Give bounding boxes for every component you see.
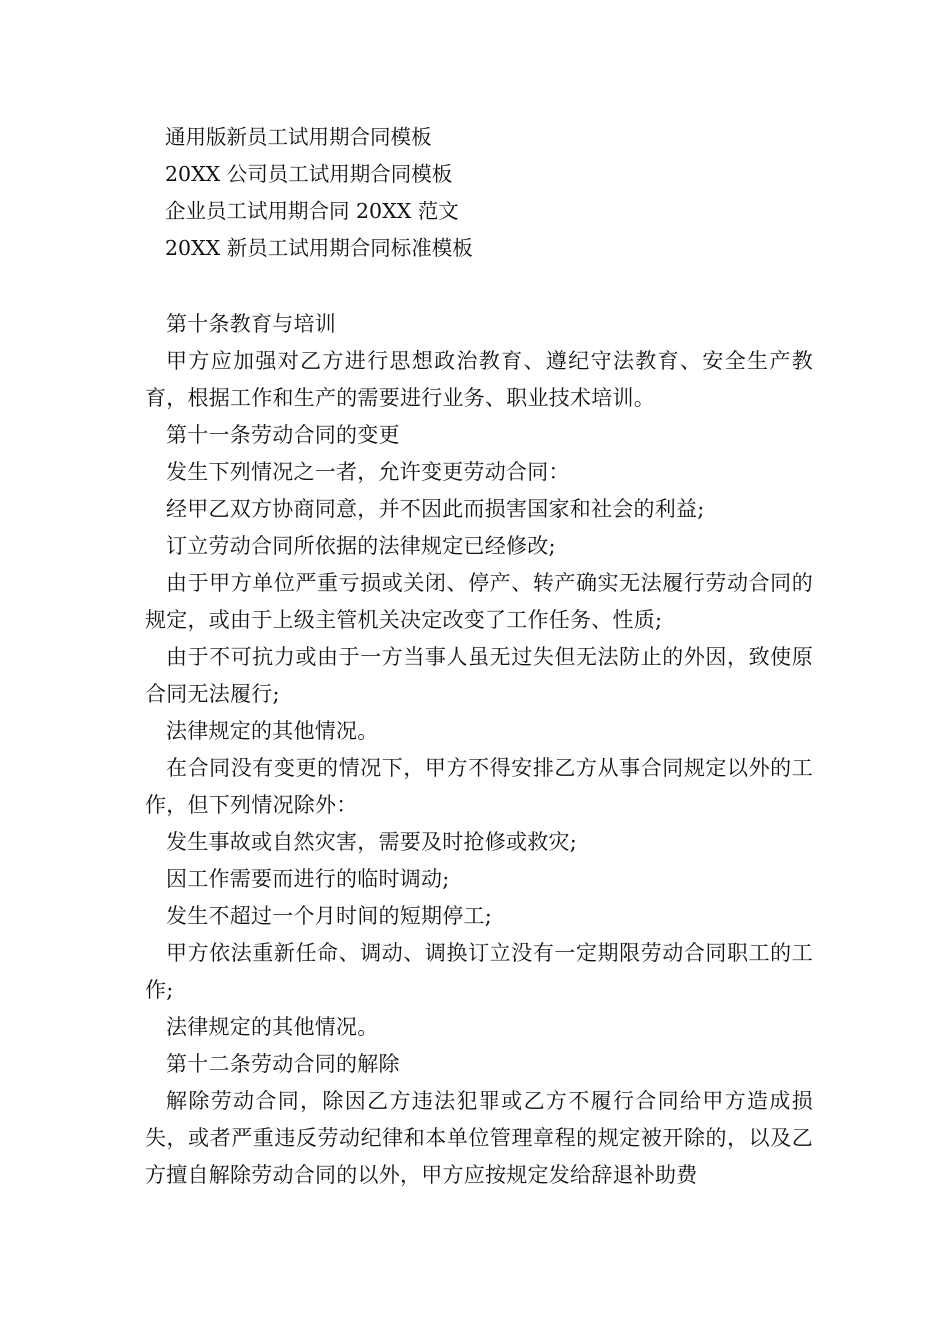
paragraph: 解除劳动合同，除因乙方违法犯罪或乙方不履行合同给甲方造成损失，或者严重违反劳动纪律和本单位管理章程的规定被开除的，以及乙方擅自解除劳动合同的以外，甲方应按规定发给辞退补助费: [145, 1089, 813, 1187]
paragraph: 法律规定的其他情况。: [166, 1015, 379, 1039]
paragraph: 甲方依法重新任命、调动、调换订立没有一定期限劳动合同职工的工作;: [145, 941, 813, 1002]
related-link-1[interactable]: 通用版新员工试用期合同模板: [165, 125, 432, 149]
paragraph: 法律规定的其他情况。: [166, 719, 379, 743]
paragraph: 由于不可抗力或由于一方当事人虽无过失但无法防止的外因，致使原合同无法履行;: [145, 645, 813, 706]
paragraph: 订立劳动合同所依据的法律规定已经修改;: [166, 534, 556, 558]
paragraph: 在合同没有变更的情况下，甲方不得安排乙方从事合同规定以外的工作，但下列情况除外：: [145, 756, 813, 817]
paragraph: 发生下列情况之一者，允许变更劳动合同：: [166, 460, 570, 484]
related-links: [165, 119, 825, 267]
related-link-4[interactable]: 20XX 新员工试用期合同标准模板: [165, 236, 473, 260]
document-body: [145, 306, 813, 1194]
related-link-3[interactable]: 企业员工试用期合同 20XX 范文: [165, 199, 459, 223]
related-link-2[interactable]: 20XX 公司员工试用期合同模板: [165, 162, 453, 186]
section-heading-10: 第十条教育与培训: [166, 312, 336, 336]
paragraph: 发生不超过一个月时间的短期停工;: [166, 904, 493, 928]
section-heading-11: 第十一条劳动合同的变更: [166, 423, 400, 447]
paragraph: 甲方应加强对乙方进行思想政治教育、遵纪守法教育、安全生产教育，根据工作和生产的需要进行业务、职业技术培训。: [145, 349, 813, 410]
section-heading-12: 第十二条劳动合同的解除: [166, 1052, 400, 1076]
paragraph: 由于甲方单位严重亏损或关闭、停产、转产确实无法履行劳动合同的规定，或由于上级主管机关决定改变了工作任务、性质;: [145, 571, 813, 632]
paragraph: 因工作需要而进行的临时调动;: [166, 867, 450, 891]
paragraph: 经甲乙双方协商同意，并不因此而损害国家和社会的利益;: [166, 497, 705, 521]
paragraph: 发生事故或自然灾害，需要及时抢修或救灾;: [166, 830, 578, 854]
